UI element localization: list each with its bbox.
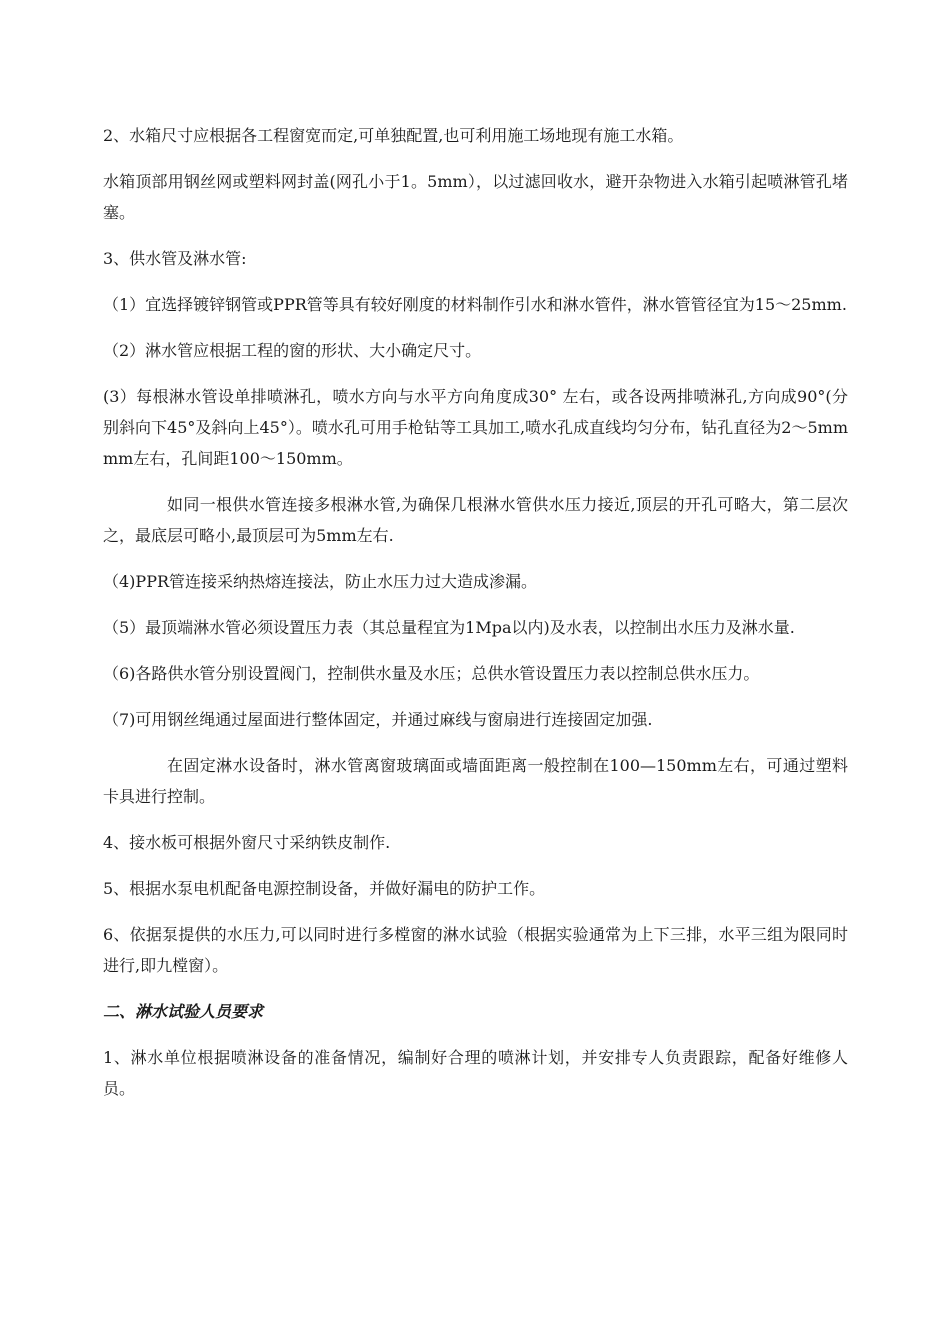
paragraph-multi-pipe-pressure: 如同一根供水管连接多根淋水管,为确保几根淋水管供水压力接近,顶层的开孔可略大，第二层次之，最底层可略小,最顶层可为5mm左右.	[103, 495, 848, 545]
paragraph-valves: （6)各路供水管分别设置阀门，控制供水量及水压；总供水管设置压力表以控制总供水压力。	[103, 664, 760, 683]
paragraph-power-control: 5、根据水泵电机配备电源控制设备，并做好漏电的防护工作。	[103, 879, 546, 898]
paragraph-pipe-size: （2）淋水管应根据工程的窗的形状、大小确定尺寸。	[103, 341, 482, 360]
paragraph-water-tank-cover: 水箱顶部用钢丝网或塑料网封盖(网孔小于1。5mm），以过滤回收水，避开杂物进入水箱引起喷淋管孔堵塞。	[103, 172, 848, 222]
paragraph-ppr-connection: （4)PPR管连接采纳热熔连接法，防止水压力过大造成渗漏。	[103, 572, 538, 591]
paragraph-fixing: （7)可用钢丝绳通过屋面进行整体固定，并通过麻线与窗扇进行连接固定加强.	[103, 710, 653, 729]
paragraph-distance-control: 在固定淋水设备时，淋水管离窗玻璃面或墙面距离一般控制在100—150mm左右，可通过塑料卡具进行控制。	[103, 756, 848, 806]
paragraph-pressure-gauge: （5）最顶端淋水管必须设置压力表（其总量程宜为1Mpa以内)及水表，以控制出水压力及淋水量.	[103, 618, 795, 637]
paragraph-water-tank-size: 2、水箱尺寸应根据各工程窗宽而定,可单独配置,也可利用施工场地现有施工水箱。	[103, 126, 684, 145]
section-heading-personnel: 二、淋水试验人员要求	[103, 1002, 264, 1021]
paragraph-pipe-material: （1）宜选择镀锌钢管或PPR管等具有较好刚度的材料制作引水和淋水管件，淋水管管径宜为15～25mm.	[103, 295, 847, 314]
paragraph-spray-plan: 1、淋水单位根据喷淋设备的准备情况，编制好合理的喷淋计划，并安排专人负责跟踪，配备好维修人员。	[103, 1048, 848, 1098]
paragraph-spray-holes: (3）每根淋水管设单排喷淋孔，喷水方向与水平方向角度成30° 左右，或各设两排喷淋孔,方向成90°(分别斜向下45°及斜向上45°）。喷水孔可用手枪钻等工具加工,喷水孔成直线均匀分布，钻孔直径为2～5mmmm左右，孔间距100～150mm。	[103, 387, 848, 468]
paragraph-simultaneous-test: 6、依据泵提供的水压力,可以同时进行多樘窗的淋水试验（根据实验通常为上下三排，水平三组为限同时进行,即九樘窗）。	[103, 925, 848, 975]
paragraph-drip-board: 4、接水板可根据外窗尺寸采纳铁皮制作.	[103, 833, 391, 852]
paragraph-supply-pipes-title: 3、供水管及淋水管:	[103, 249, 247, 268]
document-body	[103, 120, 848, 1119]
